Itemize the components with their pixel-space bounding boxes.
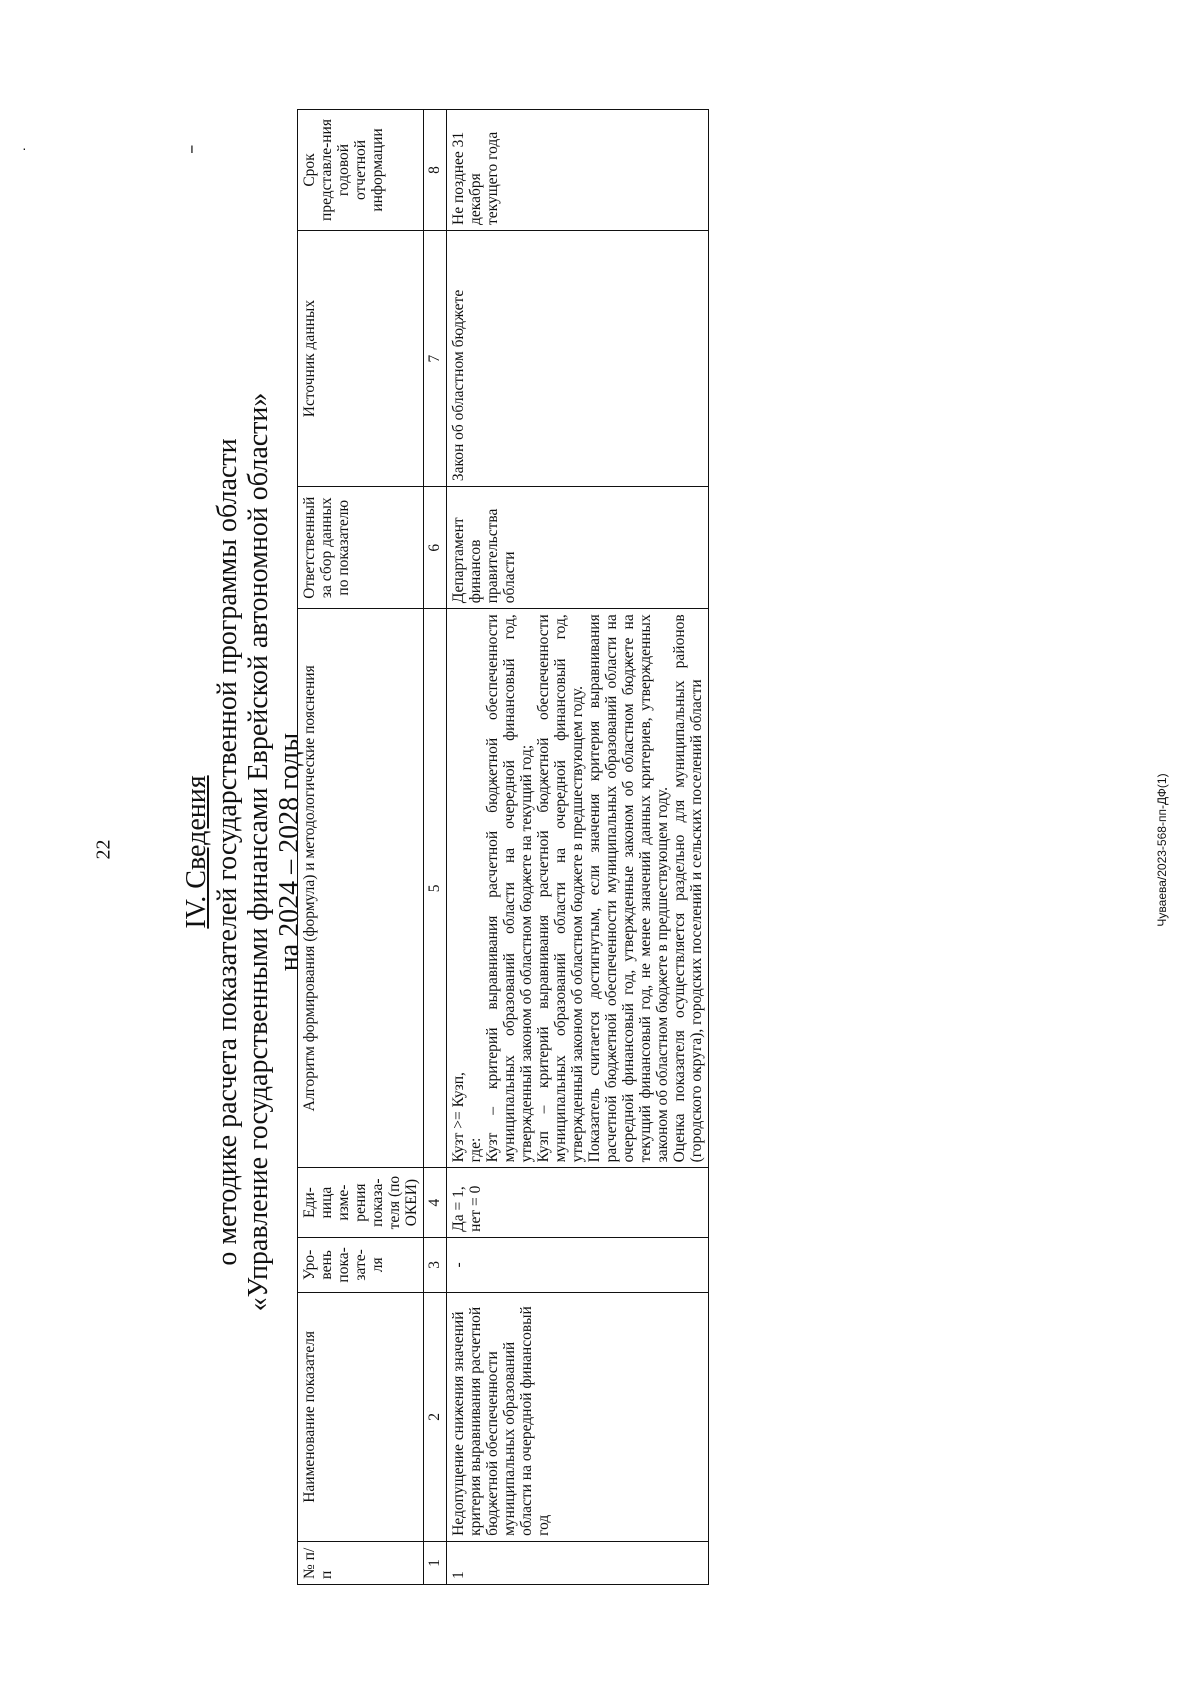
column-number: 5 [424, 609, 447, 1168]
column-number: 2 [424, 1292, 447, 1541]
algorithm-paragraph: Оценка показателя осуществляется раздельно для муниципальных районов (городского округа), городских поселений и сельских поселений области [671, 614, 705, 1163]
column-number: 1 [424, 1541, 447, 1584]
table-row [447, 110, 709, 1585]
data-source: Закон об областном бюджете [447, 230, 709, 486]
column-number-row [424, 110, 447, 1585]
algorithm-paragraph: Кузп – критерий выравнивания расчетной бюджетной обеспеченности муниципальных образований области на очередной финансовый год, утвержденный законом об областном бюджете в предшествующем году. [535, 614, 586, 1163]
title-line: о методике расчета показателей государственной программы области [212, 438, 243, 1266]
scan-mark: · [22, 140, 27, 156]
column-number: 3 [424, 1237, 447, 1292]
methodology-table [297, 109, 709, 1585]
header-row [298, 110, 424, 1585]
scan-mark: ı [190, 140, 194, 156]
header-cell: Наименование показателя [298, 1292, 424, 1541]
responsible-party: Департамент финансов правительства области [447, 487, 709, 609]
column-number: 7 [424, 230, 447, 486]
header-cell: № п/п [298, 1541, 424, 1584]
column-number: 8 [424, 110, 447, 231]
title-line: на 2024 – 2028 годы [274, 732, 305, 972]
where-label: где: [467, 1137, 484, 1163]
header-cell: Срок представле-ния годовой отчетной информации [298, 110, 424, 231]
formula: Кузт >= Кузп, [450, 1072, 467, 1163]
algorithm-paragraph: Кузт – критерий выравнивания расчетной бюджетной обеспеченности муниципальных образований области на очередной финансовый год, утвержденный законом об областном бюджете на текущий год; [484, 614, 535, 1163]
header-cell: Уро-вень пока-зате-ля [298, 1237, 424, 1292]
document-title [175, 107, 305, 1597]
footer-code: Чуваева/2023-568-пп-ДФ(1) [1155, 773, 1169, 927]
indicator-name: Недопущение снижения значений критерия выравнивания расчетной бюджетной обеспеченности муниципальных образований области на очередной финансовый год [447, 1292, 709, 1541]
title-line: «Управление государственными финансами Еврейской автономной области» [243, 392, 274, 1312]
indicator-level: - [447, 1237, 709, 1292]
row-number: 1 [447, 1541, 709, 1584]
rotated-sheet [175, 107, 1045, 1597]
algorithm-cell [447, 609, 709, 1168]
deadline: Не позднее 31 декабря текущего года [447, 110, 709, 231]
section-heading: IV. Сведения [181, 775, 212, 929]
indicator-unit: Да = 1, нет = 0 [447, 1168, 709, 1237]
page-number: 22 [92, 839, 115, 860]
column-number: 6 [424, 487, 447, 609]
column-number: 4 [424, 1168, 447, 1237]
header-cell: Еди-ница изме-рения показа-теля (по ОКЕИ) [298, 1168, 424, 1237]
header-cell: Алгоритм формирования (формула) и методологические пояснения [298, 609, 424, 1168]
algorithm-paragraph: Показатель считается достигнутым, если значения критерия выравнивания расчетной бюджетной обеспеченности муниципальных образований области на очередной финансовый год, утвержденные законом об областном бюджете на текущий финансовый год, не менее значений данных критериев, утвержденных законом об областном бюджете в предшествующем году. [586, 614, 671, 1163]
header-cell: Ответственный за сбор данных по показателю [298, 487, 424, 609]
header-cell: Источник данных [298, 230, 424, 486]
